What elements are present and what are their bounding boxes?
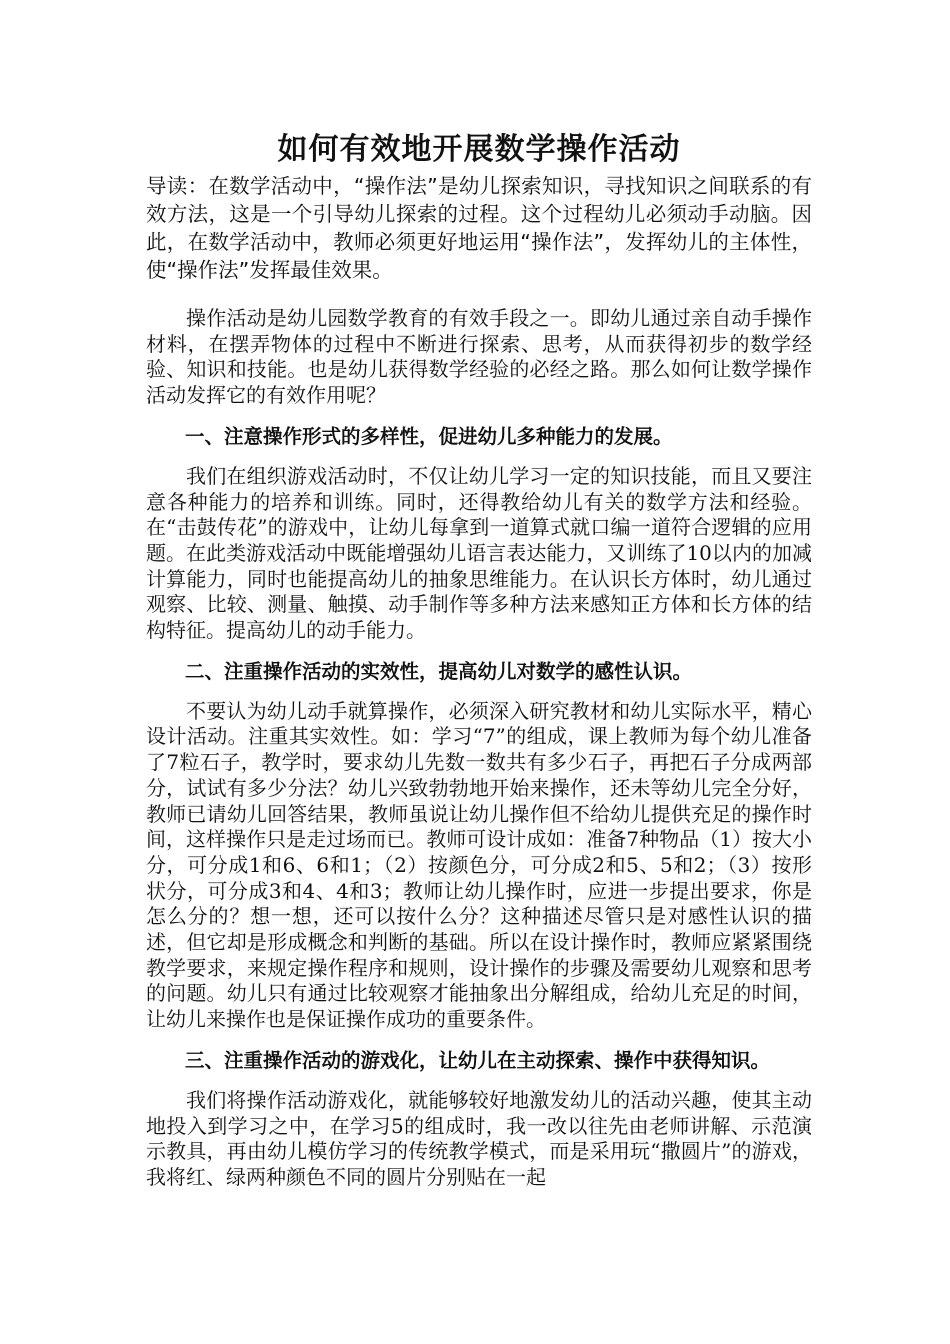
section-3-heading: 三、注重操作活动的游戏化，让幼儿在主动探索、操作中获得知识。 [185, 1048, 771, 1072]
document-title: 如何有效地开展数学操作活动 [277, 132, 681, 167]
intro-paragraph: 操作活动是幼儿园数学教育的有效手段之一。即幼儿通过亲自动手操作材料，在摆弄物体的过程中不断进行探索、思考，从而获得初步的数学经验、知识和技能。也是幼儿获得数学经验的必经之路。那么如何让数学操作活动发挥它的有效作用呢？ [146, 306, 812, 408]
section-2-heading: 二、注重操作活动的实效性，提高幼儿对数学的感性认识。 [185, 659, 693, 683]
section-3-body: 我们将操作活动游戏化，就能够较好地激发幼儿的活动兴趣，使其主动地投入到学习之中，在学习5的组成时，我一改以往先由老师讲解、示范演示教具，再由幼儿模仿学习的传统教学模式，而是采用玩“撒圆片”的游戏，我将红、绿两种颜色不同的圆片分别贴在一起 [146, 1087, 812, 1189]
lead-paragraph: 导读：在数学活动中，“操作法”是幼儿探索知识，寻找知识之间联系的有效方法，这是一个引导幼儿探索的过程。这个过程幼儿必须动手动脑。因此，在数学活动中，教师必须更好地运用“操作法”，发挥幼儿的主体性，使“操作法”发挥最佳效果。 [146, 174, 812, 282]
section-1-body: 我们在组织游戏活动时，不仅让幼儿学习一定的知识技能，而且又要注意各种能力的培养和训练。同时，还得教给幼儿有关的数学方法和经验。在“击鼓传花”的游戏中，让幼儿每拿到一道算式就口编一道符合逻辑的应用题。在此类游戏活动中既能增强幼儿语言表达能力，又训练了10以内的加减计算能力，同时也能提高幼儿的抽象思维能力。在认识长方体时，幼儿通过观察、比较、测量、触摸、动手制作等多种方法来感知正方体和长方体的结构特征。提高幼儿的动手能力。 [146, 463, 812, 643]
document-page [146, 128, 812, 1191]
section-1-heading: 一、注意操作形式的多样性，促进幼儿多种能力的发展。 [185, 424, 673, 448]
section-2-body: 不要认为幼儿动手就算操作，必须深入研究教材和幼儿实际水平，精心设计活动。注重其实效性。如：学习“7”的组成，课上教师为每个幼儿准备了7粒石子，教学时，要求幼儿先数一数共有多少石子，再把石子分成两部分，试试有多少分法？幼儿兴致勃勃地开始来操作，还未等幼儿完全分好，教师已请幼儿回答结果，教师虽说让幼儿操作但不给幼儿提供充足的操作时间，这样操作只是走过场而已。教师可设计成如：准备7种物品（1）按大小分，可分成1和6、6和1；（2）按颜色分，可分成2和5、5和2；（3）按形状分，可分成3和4、4和3；教师让幼儿操作时，应进一步提出要求，你是怎么分的？想一想，还可以按什么分？这种描述尽管只是对感性认识的描述，但它却是形成概念和判断的基础。所以在设计操作时，教师应紧紧围绕教学要求，来规定操作程序和规则，设计操作的步骤及需要幼儿观察和思考的问题。幼儿只有通过比较观察才能抽象出分解组成，给幼儿充足的时间，让幼儿来操作也是保证操作成功的重要条件。 [146, 698, 812, 1032]
